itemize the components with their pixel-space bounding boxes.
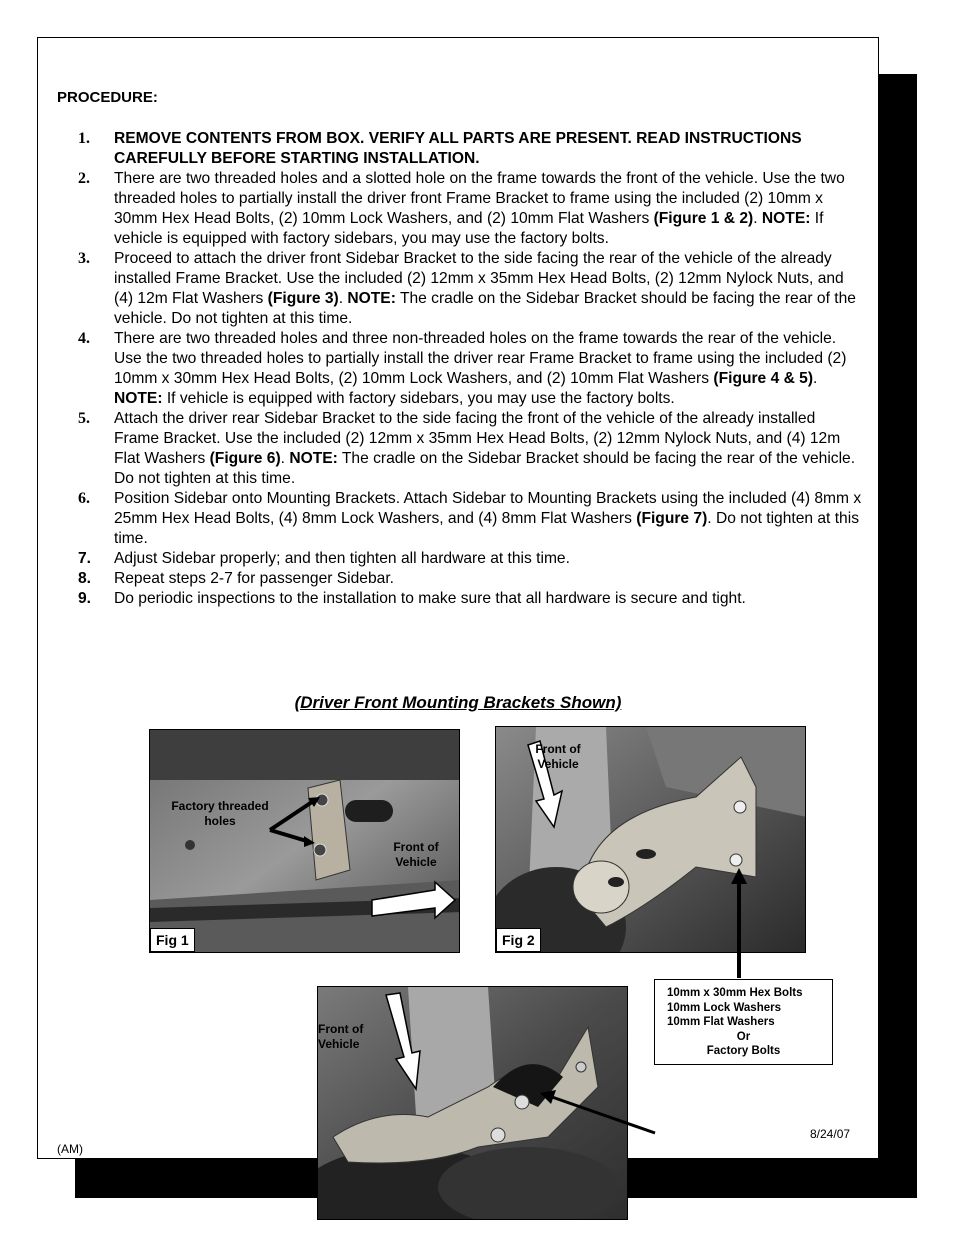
step-text: Proceed to attach the driver front Sidebar Bracket to the side facing the rear of the vehicle of the already installed Frame Bracket. Use the included (2) 12mm x 35mm Hex Head Bolts, (2) 12mm Nylock Nuts, and (4) 12m Flat Washers (Figure 3). NOTE: The cradle on the Sidebar Bracket should be facing the rear of the vehicle. Do not tighten at this time. bbox=[114, 250, 856, 327]
footer-date: 8/24/07 bbox=[810, 1127, 851, 1141]
step-text: Position Sidebar onto Mounting Brackets. Attach Sidebar to Mounting Brackets using the included (4) 8mm x 25mm Hex Head Bolts, (4) 8mm Lock Washers, and (4) 8mm Flat Washers (Figure 7). Do not tighten at this time. bbox=[114, 490, 862, 547]
step-number: 2. bbox=[78, 170, 90, 187]
step-number: 7. bbox=[78, 550, 92, 567]
step-text: Attach the driver rear Sidebar Bracket to the side facing the front of the vehicle of the already installed Frame Bracket. Use the included (2) 12mm x 35mm Hex Head Bolts, (2) 12mm Nylock Nuts, and (4) 12m Flat Washers (Figure 6). NOTE: The cradle on the Sidebar Bracket should be facing the rear of the vehicle. Do not tighten at this time. bbox=[114, 410, 856, 487]
step-text: There are two threaded holes and a slotted hole on the frame towards the front of the vehicle. Use the two threaded holes to partially install the driver front Frame Bracket to frame using the included (2) 10mm x 30mm Hex Head Bolts, (2) 10mm Lock Washers, and (2) 10mm Flat Washers (Figure 1 & 2). NOTE: If vehicle is equipped with factory sidebars, you may use the factory bolts. bbox=[114, 170, 845, 247]
callout-line: Factory Bolts bbox=[706, 1045, 781, 1057]
callout-line: 10mm x 30mm Hex Bolts bbox=[667, 987, 803, 999]
callout-line: 10mm Lock Washers bbox=[667, 1001, 781, 1014]
step-number: 6. bbox=[78, 490, 90, 507]
figure-1-label: Fig 1 bbox=[150, 928, 195, 952]
figure-2-label: Fig 2 bbox=[496, 928, 541, 952]
hardware-callout-box bbox=[654, 979, 833, 1065]
front-of-vehicle-label: Front of Vehicle bbox=[318, 1022, 364, 1051]
step-text: REMOVE CONTENTS FROM BOX. VERIFY ALL PARTS ARE PRESENT. READ INSTRUCTIONS CAREFULLY BEFORE STARTING INSTALLATION. bbox=[114, 130, 802, 167]
front-of-vehicle-label: Front of Vehicle bbox=[393, 840, 439, 869]
step-text: There are two threaded holes and three non-threaded holes on the frame towards the rear of the vehicle. Use the two threaded holes to partially install the driver rear Frame Bracket to frame using the included (2) 10mm x 30mm Hex Head Bolts, (2) 10mm Lock Washers, and (2) 10mm Flat Washers (Figure 4 & 5). NOTE: If vehicle is equipped with factory sidebars, you may use the factory bolts. bbox=[114, 330, 847, 407]
arrow-to-figure-3 bbox=[552, 1097, 655, 1133]
figure-caption: (Driver Front Mounting Brackets Shown) bbox=[294, 693, 622, 712]
step-number: 1. bbox=[78, 130, 90, 147]
step-number: 4. bbox=[78, 330, 90, 347]
step-number: 8. bbox=[78, 570, 92, 587]
callout-line: Or bbox=[736, 1030, 751, 1043]
factory-holes-label: Factory threaded holes bbox=[171, 799, 269, 828]
arrow-to-figure-2-head bbox=[731, 868, 747, 884]
step-number: 9. bbox=[78, 590, 92, 607]
callout-line: 10mm Flat Washers bbox=[667, 1016, 775, 1028]
step-number: 3. bbox=[78, 250, 90, 267]
step-text: Do periodic inspections to the installation to make sure that all hardware is secure and tight. bbox=[114, 590, 746, 607]
procedure-heading: PROCEDURE: bbox=[57, 89, 158, 106]
step-text: Adjust Sidebar properly; and then tighten all hardware at this time. bbox=[114, 550, 570, 567]
step-text: Repeat steps 2-7 for passenger Sidebar. bbox=[114, 570, 394, 587]
step-number: 5. bbox=[78, 410, 90, 427]
front-of-vehicle-label: Front of Vehicle bbox=[535, 742, 581, 771]
footer-code: (AM) bbox=[57, 1142, 83, 1156]
